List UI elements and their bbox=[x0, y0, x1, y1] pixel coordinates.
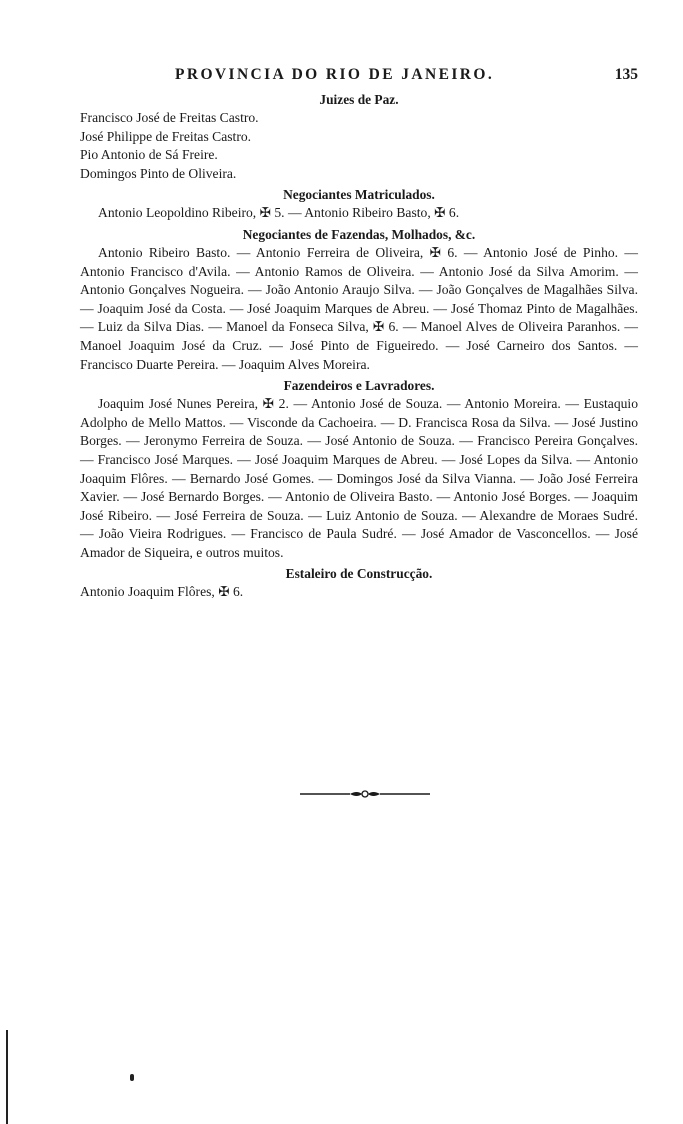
list-item: Domingos Pinto de Oliveira. bbox=[80, 165, 237, 181]
section-heading: Negociantes de Fazendas, Molhados, &c. bbox=[242, 226, 476, 242]
ornamental-rule bbox=[300, 790, 430, 798]
list-item: Pio Antonio de Sá Freire. bbox=[80, 147, 218, 163]
section-paragraph: Antonio Joaquim Flôres, ✠ 6. bbox=[80, 584, 244, 600]
section-heading: Fazendeiros e Lavradores. bbox=[283, 378, 435, 394]
section-heading: Estaleiro de Construcção. bbox=[285, 566, 433, 582]
section-juizes-de-paz bbox=[80, 90, 638, 183]
list-item: José Philippe de Freitas Castro. bbox=[80, 128, 252, 144]
section-heading: Negociantes Matriculados. bbox=[283, 187, 435, 203]
document-page bbox=[80, 66, 638, 602]
section-negociantes-de-fazendas bbox=[80, 225, 638, 374]
section-fazendeiros-e-lavradores bbox=[80, 376, 638, 562]
page-number: 135 bbox=[614, 66, 638, 83]
section-estaleiro-de-construccao bbox=[80, 564, 638, 602]
section-paragraph: Antonio Leopoldino Ribeiro, ✠ 5. — Antonio Ribeiro Basto, ✠ 6. bbox=[98, 205, 460, 221]
section-paragraph: Antonio Ribeiro Basto. — Antonio Ferreira de Oliveira, ✠ 6. — Antonio José de Pinho. — Antonio Francisco d'Avila. — Antonio Ramos de Oliveira. — Antonio José da Silva Amorim. — Antonio Gonçalves Nogueira. — João Antonio Araujo Silva. — João Gonçalves de Magalhães Silva. — Joaquim José da Costa. — José Joaquim Marques de Abreu. — José Thomaz Pinto de Magalhães. — Luiz da Silva Dias. — Manoel da Fonseca Silva, ✠ 6. — Manoel Alves de Oliveira Paranhos. — Manoel Joaquim José da Cruz. — José Pinto de Figueiredo. — José Carneiro dos Santos. — Francisco Duarte Pereira. — Joaquim Alves Moreira. bbox=[80, 244, 638, 372]
margin-rule bbox=[6, 1030, 8, 1124]
margin-mark bbox=[130, 1074, 134, 1081]
running-title: PROVINCIA DO RIO DE JANEIRO. bbox=[175, 66, 495, 83]
section-heading: Juizes de Paz. bbox=[319, 92, 399, 107]
section-paragraph: Joaquim José Nunes Pereira, ✠ 2. — Antonio José de Souza. — Antonio Moreira. — Eustaquio Adolpho de Mello Mattos. — Visconde da Cachoeira. — D. Francisca Rosa da Silva. — José Justino Borges. — Jeronymo Ferreira de Souza. — José Antonio de Souza. — Francisco Pereira Gonçalves. — Francisco José Marques. — José Joaquim Marques de Abreu. — José Lopes da Silva. — Antonio Joaquim Flôres. — Bernardo José Gomes. — Domingos José da Silva Vianna. — João José Ferreira Xavier. — José Bernardo Borges. — Antonio de Oliveira Basto. — Antonio José Borges. — Joaquim José Ribeiro. — José Ferreira de Souza. — Luiz Antonio de Souza. — Alexandre de Moraes Sudré. — João Vieira Rodrigues. — Francisco de Paula Sudré. — José Amador de Vasconcellos. — José Amador de Siqueira, e outros muitos. bbox=[80, 396, 638, 560]
section-negociantes-matriculados bbox=[80, 185, 638, 223]
list-item: Francisco José de Freitas Castro. bbox=[80, 110, 259, 125]
page-header bbox=[80, 66, 638, 88]
section-body bbox=[80, 109, 638, 183]
